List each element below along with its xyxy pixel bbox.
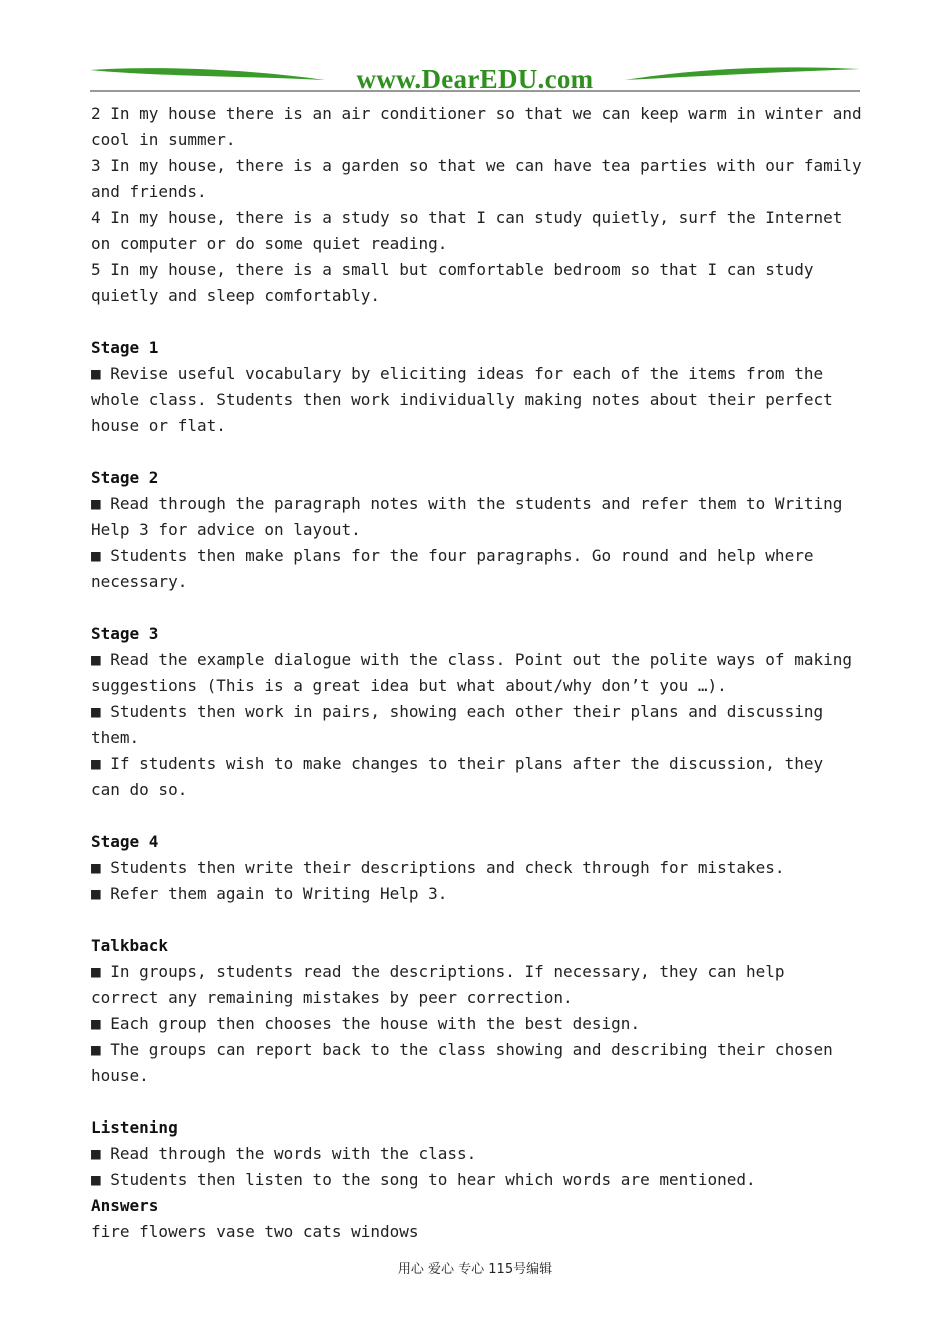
text-line: cool in summer. <box>91 130 236 149</box>
text-line: fire flowers vase two cats windows <box>91 1222 419 1241</box>
text-line: ■ Students then make plans for the four paragraphs. Go round and help where <box>91 546 814 565</box>
section-heading: Stage 4 <box>91 832 159 851</box>
text-line: ■ Read the example dialogue with the class. Point out the polite ways of making <box>91 650 852 669</box>
text-line: them. <box>91 728 140 747</box>
text-line: correct any remaining mistakes by peer correction. <box>91 988 573 1007</box>
section-heading: Listening <box>91 1118 178 1137</box>
text-line: ■ Refer them again to Writing Help 3. <box>91 884 448 903</box>
text-line: ■ The groups can report back to the class showing and describing their chosen <box>91 1040 833 1059</box>
site-logo[interactable]: www.DearEDU.com <box>356 64 594 94</box>
text-line: ■ Read through the words with the class. <box>91 1144 477 1163</box>
text-line: on computer or do some quiet reading. <box>91 234 448 253</box>
text-line: can do so. <box>91 780 188 799</box>
text-line: quietly and sleep comfortably. <box>91 286 380 305</box>
page-footer: 用心 爱心 专心 115号编辑 <box>397 1262 553 1277</box>
text-line: Help 3 for advice on layout. <box>91 520 361 539</box>
page-header <box>90 62 860 96</box>
section-heading: Talkback <box>91 936 169 955</box>
text-line: house or flat. <box>91 416 226 435</box>
section-heading: Answers <box>91 1196 159 1215</box>
text-line: ■ Students then work in pairs, showing each other their plans and discussing <box>91 702 824 721</box>
text-line: house. <box>91 1066 149 1085</box>
paragraph-spacer <box>91 309 866 335</box>
text-line: necessary. <box>91 572 188 591</box>
text-line: ■ Read through the paragraph notes with the students and refer them to Writing <box>91 494 843 513</box>
text-line: ■ Students then write their descriptions and check through for mistakes. <box>91 858 785 877</box>
document-body <box>91 101 866 1245</box>
paragraph-spacer <box>91 595 866 621</box>
text-line: and friends. <box>91 182 207 201</box>
text-line: 4 In my house, there is a study so that I can study quietly, surf the Internet <box>91 208 843 227</box>
text-line: ■ Revise useful vocabulary by eliciting ideas for each of the items from the <box>91 364 824 383</box>
paragraph-spacer <box>91 1089 866 1115</box>
text-line: ■ In groups, students read the descriptions. If necessary, they can help <box>91 962 785 981</box>
text-line: ■ If students wish to make changes to their plans after the discussion, they <box>91 754 824 773</box>
text-line: whole class. Students then work individually making notes about their perfect <box>91 390 833 409</box>
text-line: ■ Each group then chooses the house with the best design. <box>91 1014 641 1033</box>
text-line: 5 In my house, there is a small but comfortable bedroom so that I can study <box>91 260 814 279</box>
paragraph-spacer <box>91 439 866 465</box>
text-line: ■ Students then listen to the song to hear which words are mentioned. <box>91 1170 756 1189</box>
paragraph-spacer <box>91 907 866 933</box>
text-line: 3 In my house, there is a garden so that we can have tea parties with our family <box>91 156 862 175</box>
paragraph-spacer <box>91 803 866 829</box>
section-heading: Stage 1 <box>91 338 159 357</box>
section-heading: Stage 3 <box>91 624 159 643</box>
text-line: 2 In my house there is an air conditioner so that we can keep warm in winter and <box>91 104 862 123</box>
text-line: suggestions (This is a great idea but what about/why don’t you …). <box>91 676 727 695</box>
section-heading: Stage 2 <box>91 468 159 487</box>
